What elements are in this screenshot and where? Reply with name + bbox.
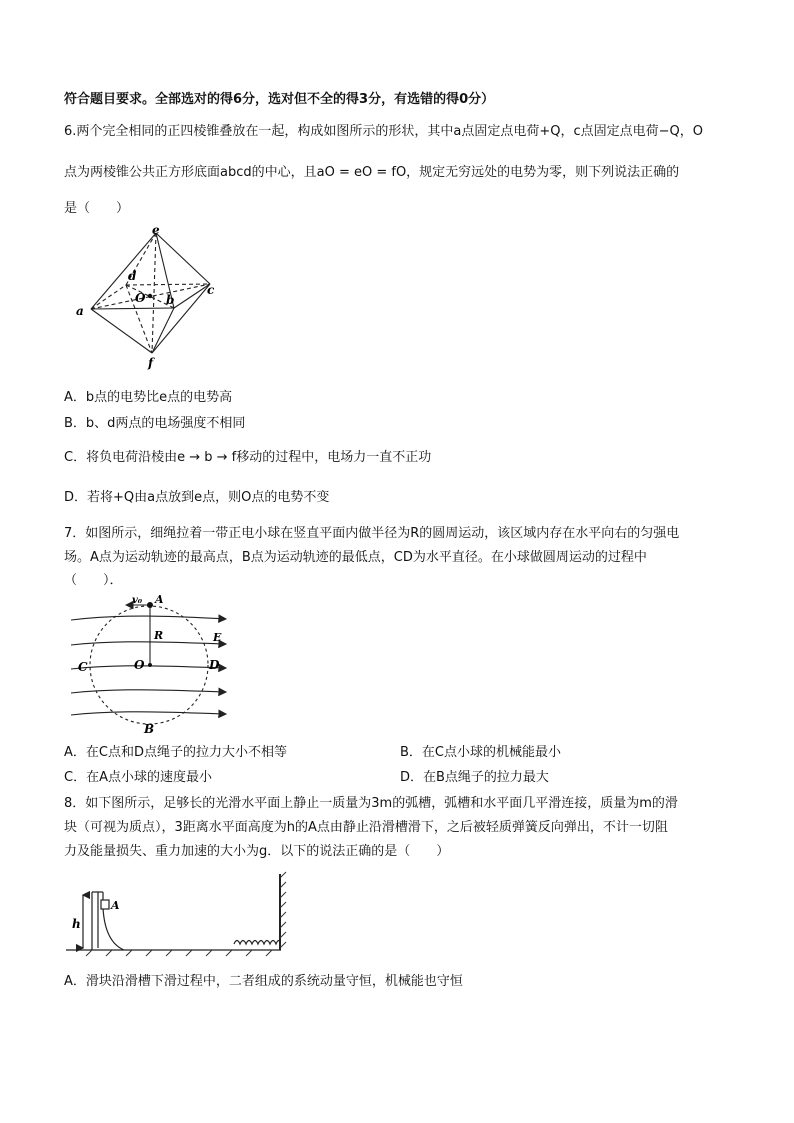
q7-label-B: B	[144, 722, 155, 735]
q6-stem-line3: 是（ ）	[64, 201, 130, 216]
q6-label-b: b	[166, 293, 175, 307]
q6-label-e: e	[152, 223, 160, 237]
q7-label-R: R	[154, 629, 164, 642]
q8-slide-spring-figure	[66, 868, 296, 963]
q6-option-b: B．b、d两点的电场强度不相同	[64, 416, 246, 431]
q6-label-d: d	[128, 269, 137, 283]
q7-stem-line2: 场。A点为运动轨迹的最高点，B点为运动轨迹的最低点，CD为水平直径。在小球做圆周运动的过程中	[64, 550, 647, 565]
q6-label-a: a	[76, 304, 84, 318]
q7-circular-motion-figure	[66, 595, 246, 735]
q7-ball-dot	[147, 602, 153, 608]
q7-center-dot	[148, 663, 152, 667]
q6-octahedron-figure	[70, 222, 230, 377]
q7-stem-line1: 7．如图所示，细绳拉着一带正电小球在竖直平面内做半径为R的圆周运动，该区域内存在水平向右的匀强电	[64, 526, 680, 541]
section-instruction: 符合题目要求。全部选对的得6分，选对但不全的得3分，有选错的得0分）	[64, 92, 495, 107]
q7-option-a: A．在C点和D点绳子的拉力大小不相等	[64, 745, 287, 760]
q6-option-a: A．b点的电势比e点的电势高	[64, 390, 233, 405]
q7-option-b: B．在C点小球的机械能最小	[400, 745, 561, 760]
q6-label-O: O	[135, 291, 146, 305]
q7-option-c: C．在A点小球的速度最小	[64, 770, 212, 785]
q6-stem-line1: 6.两个完全相同的正四棱锥叠放在一起，构成如图所示的形状，其中a点固定点电荷+Q，c点固定点电荷−Q，O	[64, 124, 704, 139]
q7-label-v0: v₀	[132, 595, 143, 606]
q6-label-f: f	[148, 356, 154, 370]
q8-label-h: h	[72, 917, 81, 931]
q7-option-d: D．在B点绳子的拉力最大	[400, 770, 549, 785]
q7-label-D: D	[209, 658, 220, 672]
q7-label-O: O	[134, 658, 145, 672]
q8-option-a: A．滑块沿滑槽下滑过程中，二者组成的系统动量守恒，机械能也守恒	[64, 974, 463, 989]
q8-label-A: A	[111, 899, 120, 912]
q6-option-c: C．将负电荷沿棱由e → b → f移动的过程中，电场力一直不正功	[64, 450, 432, 465]
q8-stem-line2: 块（可视为质点），3距离水平面高度为h的A点由静止沿滑槽滑下，之后被轻质弹簧反向弹出，不计一切阻	[64, 820, 668, 835]
q6-label-c: c	[207, 283, 215, 297]
q6-option-d: D．若将+Q由a点放到e点，则O点的电势不变	[64, 490, 330, 505]
q6-stem-line2: 点为两棱锥公共正方形底面abcd的中心，且aO = eO = fO，规定无穷远处的电势为零，则下列说法正确的	[64, 165, 680, 180]
q6-center-dot	[148, 294, 152, 298]
q8-stem-line1: 8．如下图所示，足够长的光滑水平面上静止一质量为3m的弧槽，弧槽和水平面几平滑连接，质量为m的滑	[64, 796, 678, 811]
q8-stem-line3: 力及能量损失、重力加速的大小为g．以下的说法正确的是（ ）	[64, 844, 450, 859]
q7-label-C: C	[78, 660, 88, 674]
q7-stem-line3: （ ）．	[64, 573, 123, 588]
q7-label-A: A	[155, 595, 164, 606]
q7-label-E: E	[213, 631, 222, 644]
